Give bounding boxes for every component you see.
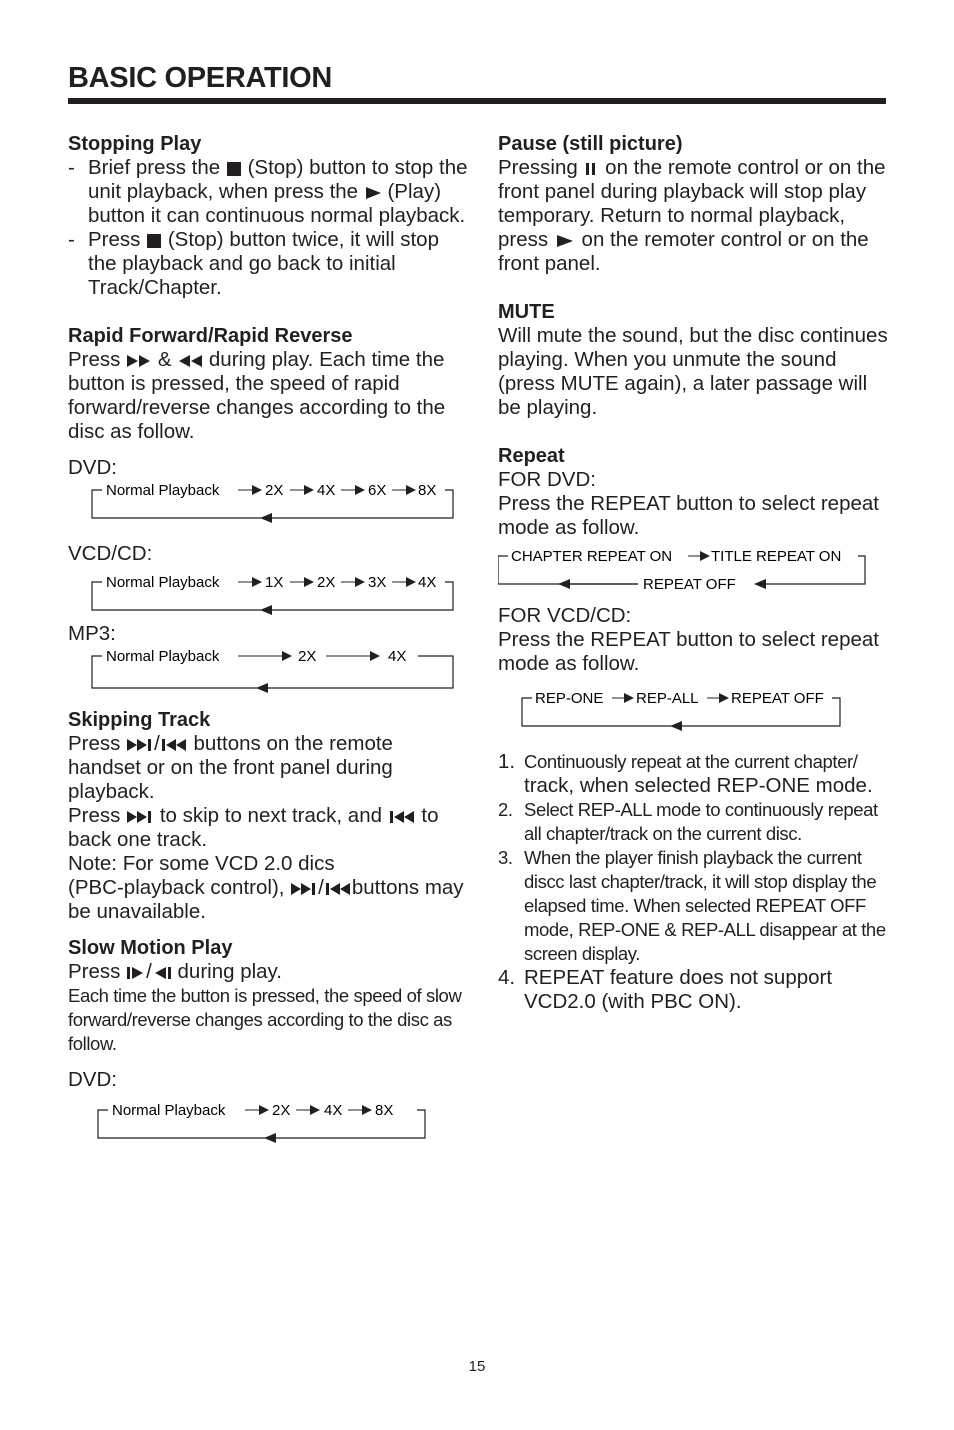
step-label: Normal Playback [106,574,220,591]
step-label: 8X [375,1102,394,1119]
note-text: Select REP-ALL mode to continuously repeat all chapter/track on the current disc. [524,799,878,844]
arrow-icon [370,651,380,661]
step-label: 3X [368,574,387,591]
previous-track-icon [388,810,416,824]
text: on the remoter control or on the front panel. [498,228,869,275]
step-label: REPEAT OFF [731,690,824,707]
step-label: 4X [317,482,336,499]
stopping-play-heading: Stopping Play [68,133,202,155]
fast-forward-icon [126,354,152,368]
arrow-icon [719,693,729,703]
rapid-mp3-diagram [68,646,468,700]
rapid-vcd-diagram [68,572,468,622]
text: (Play) button it can continuous normal playback. [88,180,466,227]
rapid-heading: Rapid Forward/Rapid Reverse [68,325,353,347]
slow-dvd-diagram [68,1100,468,1150]
page-title: BASIC OPERATION [68,62,333,94]
slow-forward-icon [126,966,146,980]
arrow-icon [406,485,416,495]
title-rule [68,98,886,104]
repeat-vcd-text: Press the REPEAT button to select repeat mode as follow. [498,628,879,675]
list-item [498,750,890,798]
arrow-icon [282,651,292,661]
text: buttons on the remote handset or on the front panel during playback. [68,732,393,803]
right-column [498,132,890,1014]
repeat-dvd-diagram [498,546,890,594]
slow-reverse-icon [152,966,172,980]
slow-description: Each time the button is pressed, the speed of slow forward/reverse changes according to the disc as follow. [68,985,462,1054]
text: Press [68,960,121,983]
step-label: REP-ALL [636,690,699,707]
previous-track-icon [324,882,352,896]
step-label: 1X [265,574,284,591]
arrow-icon [362,1105,372,1115]
text: Press [68,348,121,371]
rapid-dvd-diagram [68,480,468,530]
skipping-note-2: (PBC-playback control), / buttons may be unavailable. [68,876,464,923]
repeat-heading: Repeat [498,445,565,467]
rapid-mp3-label: MP3: [68,622,116,645]
skipping-text: Press / buttons on the remote handset or on the front panel during playback. [68,732,393,803]
arrow-icon [355,485,365,495]
pause-heading: Pause (still picture) [498,133,683,155]
page-number: 15 [468,1358,486,1375]
next-track-icon [126,738,154,752]
note-text: Continuously repeat at the current chapter/ [524,751,858,772]
arrow-icon [355,577,365,587]
step-label: REPEAT OFF [643,576,736,593]
list-dash: - [68,228,75,251]
repeat-dvd-text: Press the REPEAT button to select repeat mode as follow. [498,492,879,539]
next-track-icon [126,810,154,824]
arrow-icon [304,485,314,495]
play-icon [554,234,576,248]
left-column [68,132,468,1150]
step-label: Normal Playback [106,648,220,665]
list-item [498,966,890,1014]
step-label: 2X [317,574,336,591]
mute-text: Will mute the sound, but the disc continues playing. When you unmute the sound (press MUTE again), a later passage will be playing. [498,324,888,419]
list-item [498,798,890,846]
arrow-icon [304,577,314,587]
arrow-icon [252,485,262,495]
repeat-vcd-diagram [498,688,890,738]
stopping-play-item-1 [68,156,468,228]
list-number: 2. [498,799,513,820]
step-label: 2X [298,648,317,665]
list-number: 4. [498,966,516,989]
step-label: 2X [272,1102,291,1119]
previous-track-icon [160,738,188,752]
list-number: 3. [498,847,513,868]
text: Pressing [498,156,578,179]
step-label: CHAPTER REPEAT ON [511,548,673,565]
slow-heading: Slow Motion Play [68,937,233,959]
slow-dvd-label: DVD: [68,1068,117,1091]
step-label: REP-ONE [535,690,604,707]
skipping-heading: Skipping Track [68,709,211,731]
note-text: REPEAT feature does not support VCD2.0 (with PBC ON). [524,966,833,1013]
step-label: TITLE REPEAT ON [711,548,842,565]
mute-heading: MUTE [498,301,555,323]
stopping-play-item-2 [68,228,468,300]
step-label: Normal Playback [106,482,220,499]
stop-icon [146,233,162,249]
stop-icon [226,161,242,177]
text: to skip to next track, and [159,804,383,827]
arrow-icon [700,551,710,561]
step-label: Normal Playback [112,1102,226,1119]
rapid-text [68,348,468,444]
step-label: 4X [388,648,407,665]
next-track-icon [290,882,318,896]
rapid-vcd-label: VCD/CD: [68,542,153,565]
text: on the remote control or on the front panel during playback will stop play temporary. Return to normal playback, press [498,156,886,251]
text: (PBC-playback control), [68,876,285,899]
note-text: When the player finish playback the current discc last chapter/track, it will stop display the elapsed time. When selected REPEAT OFF mode, REP-ONE & REP-ALL disappear at the screen display. [524,847,886,964]
text: to back one track. [68,804,439,851]
repeat-notes [498,750,890,1014]
text: Press [88,228,141,251]
text: during play. Each time the button is pressed, the speed of rapid forward/reverse changes according to the disc as follow. [68,348,446,443]
step-label: 2X [265,482,284,499]
repeat-vcd-label: FOR VCD/CD: [498,604,632,627]
play-icon [364,186,382,200]
step-label: 8X [418,482,437,499]
note-text: track, when selected REP-ONE mode. [524,774,873,797]
text: Press [68,732,121,755]
repeat-dvd-label: FOR DVD: [498,468,596,491]
arrow-icon [624,693,634,703]
arrow-icon [259,1105,269,1115]
text: buttons may be unavailable. [68,876,464,923]
step-label: 6X [368,482,387,499]
arrow-icon [252,577,262,587]
text: Brief press the [88,156,221,179]
arrow-icon [406,577,416,587]
arrow-icon [310,1105,320,1115]
step-label: 4X [418,574,437,591]
list-dash: - [68,156,75,179]
slow-text: Press / during play. [68,960,282,983]
rapid-dvd-label: DVD: [68,456,117,479]
text: (Stop) button twice, it will stop the playback and go back to initial Track/Chapter. [88,228,439,299]
fast-reverse-icon [177,354,203,368]
text: (Stop) button to stop the unit playback, when press the [88,156,468,203]
pause-text [498,156,890,276]
text: & [157,348,172,371]
step-label: 4X [324,1102,343,1119]
text: Press [68,804,121,827]
list-item [498,846,890,966]
skipping-text-2 [68,804,468,852]
pause-icon [583,162,599,176]
list-number: 1. [498,750,516,773]
text: during play. [177,960,282,983]
skipping-note: Note: For some VCD 2.0 dics [68,852,335,875]
